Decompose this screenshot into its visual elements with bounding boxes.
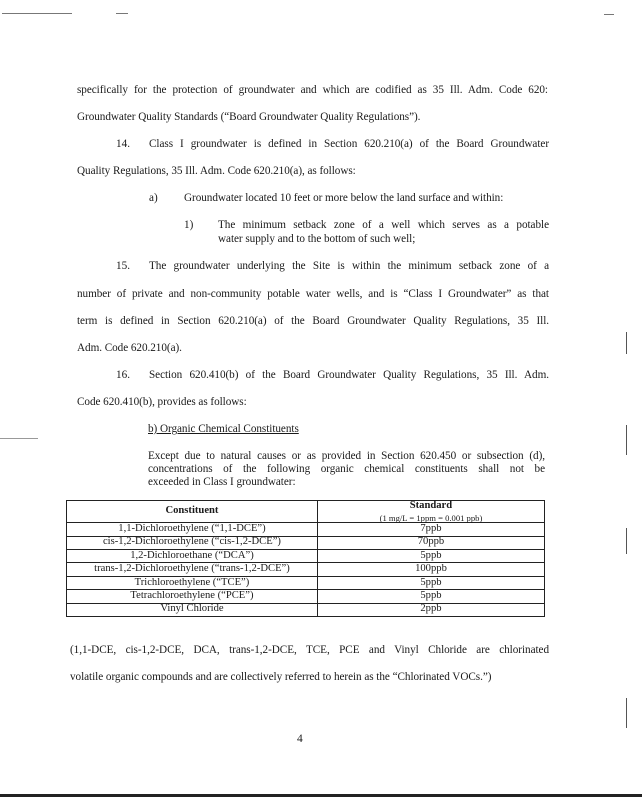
table-row bbox=[67, 576, 545, 589]
list-item-1-line-2: water supply and to the bottom of such well; bbox=[218, 233, 416, 245]
paragraph-15-line-3: term is defined in Section 620.210(a) of the Board Groundwater Quality Regulations, 35 Ill. bbox=[77, 315, 549, 327]
cell-standard: 5ppb bbox=[317, 576, 544, 589]
cell-constituent: Tetrachloroethylene (“PCE”) bbox=[67, 590, 318, 603]
closing-line-1: (1,1-DCE, cis-1,2-DCE, DCA, trans-1,2-DCE, TCE, PCE and Vinyl Chloride are chlorinated bbox=[70, 644, 549, 656]
line-intro-1: specifically for the protection of groundwater and which are codified as 35 Ill. Adm. Code 620: bbox=[77, 84, 548, 96]
table-row bbox=[67, 590, 545, 603]
quote-line-1: Except due to natural causes or as provided in Section 620.450 or subsection (d), bbox=[148, 450, 545, 462]
paragraph-16-line-1: Section 620.410(b) of the Board Groundwater Quality Regulations, 35 Ill. Adm. bbox=[149, 369, 549, 381]
page-number: 4 bbox=[297, 733, 303, 745]
scan-mark-right-3 bbox=[626, 528, 627, 554]
scan-mark-right-2 bbox=[626, 425, 627, 455]
paragraph-15-line-4: Adm. Code 620.210(a). bbox=[77, 342, 182, 354]
table-row bbox=[67, 536, 545, 549]
paragraph-number-16: 16. bbox=[116, 369, 130, 381]
list-item-a-text: Groundwater located 10 feet or more below the land surface and within: bbox=[184, 192, 504, 204]
cell-constituent: Trichloroethylene (“TCE”) bbox=[67, 576, 318, 589]
cell-constituent: 1,1-Dichloroethylene (“1,1-DCE”) bbox=[67, 523, 318, 536]
quote-line-2: concentrations of the following organic chemical constituents shall not be bbox=[148, 463, 545, 475]
sub-heading-organic-constituents: b) Organic Chemical Constituents bbox=[148, 423, 299, 435]
paragraph-15-line-2: number of private and non-community potable water wells, and is “Class I Groundwater” as that bbox=[77, 288, 549, 300]
cell-standard: 5ppb bbox=[317, 549, 544, 562]
paragraph-14-line-2: Quality Regulations, 35 Ill. Adm. Code 620.210(a), as follows: bbox=[77, 165, 356, 177]
cell-constituent: 1,2-Dichloroethane (“DCA”) bbox=[67, 549, 318, 562]
cell-constituent: trans-1,2-Dichloroethylene (“trans-1,2-DCE”) bbox=[67, 563, 318, 576]
cell-standard: 7ppb bbox=[317, 523, 544, 536]
table-header-row bbox=[67, 501, 545, 523]
cell-constituent: cis-1,2-Dichloroethylene (“cis-1,2-DCE”) bbox=[67, 536, 318, 549]
list-label-a: a) bbox=[149, 192, 158, 204]
closing-line-2: volatile organic compounds and are collectively referred to herein as the “Chlorinated VOCs.”) bbox=[70, 671, 492, 683]
scan-mark-top-left-2 bbox=[116, 13, 128, 14]
header-standard: Standard (1 mg/L = 1ppm = 0.001 ppb) bbox=[317, 501, 544, 523]
cell-constituent: Vinyl Chloride bbox=[67, 603, 318, 616]
scan-mark-top-left bbox=[2, 13, 72, 14]
cell-standard: 100ppb bbox=[317, 563, 544, 576]
table-row bbox=[67, 563, 545, 576]
table-row bbox=[67, 603, 545, 616]
paragraph-14-line-1: Class I groundwater is defined in Section 620.210(a) of the Board Groundwater bbox=[149, 138, 549, 150]
line-intro-2: Groundwater Quality Standards (“Board Groundwater Quality Regulations”). bbox=[77, 111, 421, 123]
scan-mark-left bbox=[0, 438, 38, 439]
cell-standard: 5ppb bbox=[317, 590, 544, 603]
scan-mark-right-1 bbox=[626, 332, 627, 354]
cell-standard: 2ppb bbox=[317, 603, 544, 616]
paragraph-15-line-1: The groundwater underlying the Site is within the minimum setback zone of a bbox=[149, 260, 549, 272]
list-item-1-line-1: The minimum setback zone of a well which serves as a potable bbox=[218, 219, 549, 231]
scan-mark-bottom bbox=[0, 794, 642, 797]
table-row bbox=[67, 523, 545, 536]
paragraph-number-15: 15. bbox=[116, 260, 130, 272]
paragraph-16-line-2: Code 620.410(b), provides as follows: bbox=[77, 396, 247, 408]
table-row bbox=[67, 549, 545, 562]
standards-table bbox=[66, 500, 545, 617]
scan-mark-right-4 bbox=[626, 698, 627, 728]
cell-standard: 70ppb bbox=[317, 536, 544, 549]
scan-mark-top-right bbox=[604, 14, 614, 15]
header-constituent: Constituent bbox=[67, 501, 318, 523]
paragraph-number-14: 14. bbox=[116, 138, 130, 150]
quote-line-3: exceeded in Class I groundwater: bbox=[148, 476, 296, 488]
list-label-1: 1) bbox=[184, 219, 194, 231]
header-unit-note: (1 mg/L = 1ppm = 0.001 ppb) bbox=[379, 512, 483, 523]
